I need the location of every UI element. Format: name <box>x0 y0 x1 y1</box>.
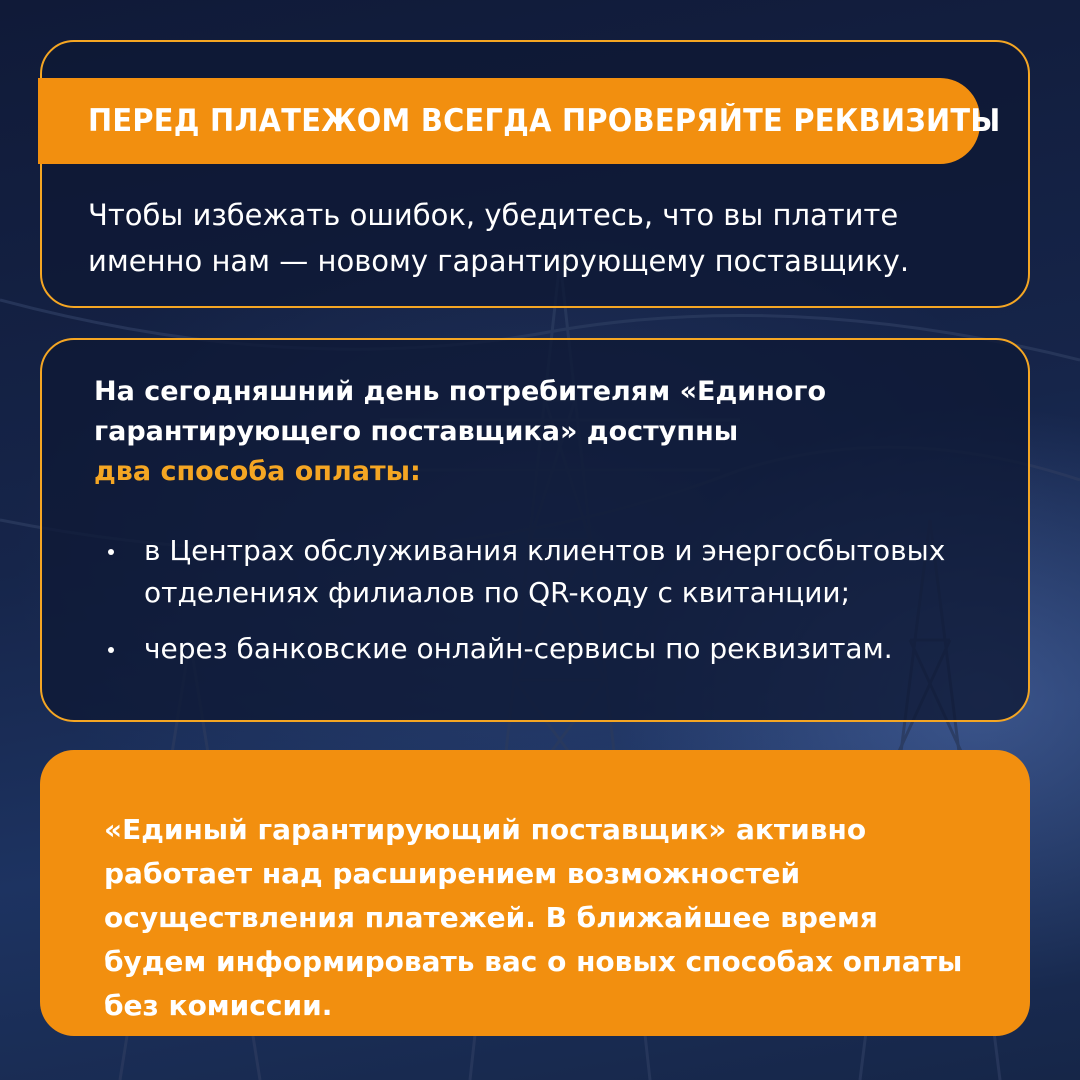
payment-methods-intro-text: На сегодняшний день потребителям «Единого гарантирующего поставщика» доступны <box>94 376 827 447</box>
list-item-text: в Центрах обслуживания клиентов и энергосбытовых отделениях филиалов по QR-коду с квитанции; <box>144 534 946 609</box>
list-item <box>104 530 1004 614</box>
payment-methods-accent: два способа оплаты: <box>94 456 421 487</box>
payment-methods-list <box>104 530 1004 684</box>
list-item-text: через банковские онлайн-сервисы по реквизитам. <box>144 632 893 665</box>
banner-title: ПЕРЕД ПЛАТЕЖОМ ВСЕГДА ПРОВЕРЯЙТЕ РЕКВИЗИТЫ <box>88 103 1001 139</box>
payment-methods-intro <box>94 372 974 492</box>
bullet-icon <box>108 549 114 555</box>
header-banner <box>38 78 1001 164</box>
bullet-icon <box>108 647 114 653</box>
list-item <box>104 628 1004 670</box>
info-text: «Единый гарантирующий поставщик» активно работает над расширением возможностей осуществления платежей. В ближайшее время будем информировать вас о новых способах оплаты без комиссии. <box>104 813 963 1022</box>
check-details-text: Чтобы избежать ошибок, убедитесь, что вы платите именно нам — новому гарантирующему поставщику. <box>88 198 910 278</box>
